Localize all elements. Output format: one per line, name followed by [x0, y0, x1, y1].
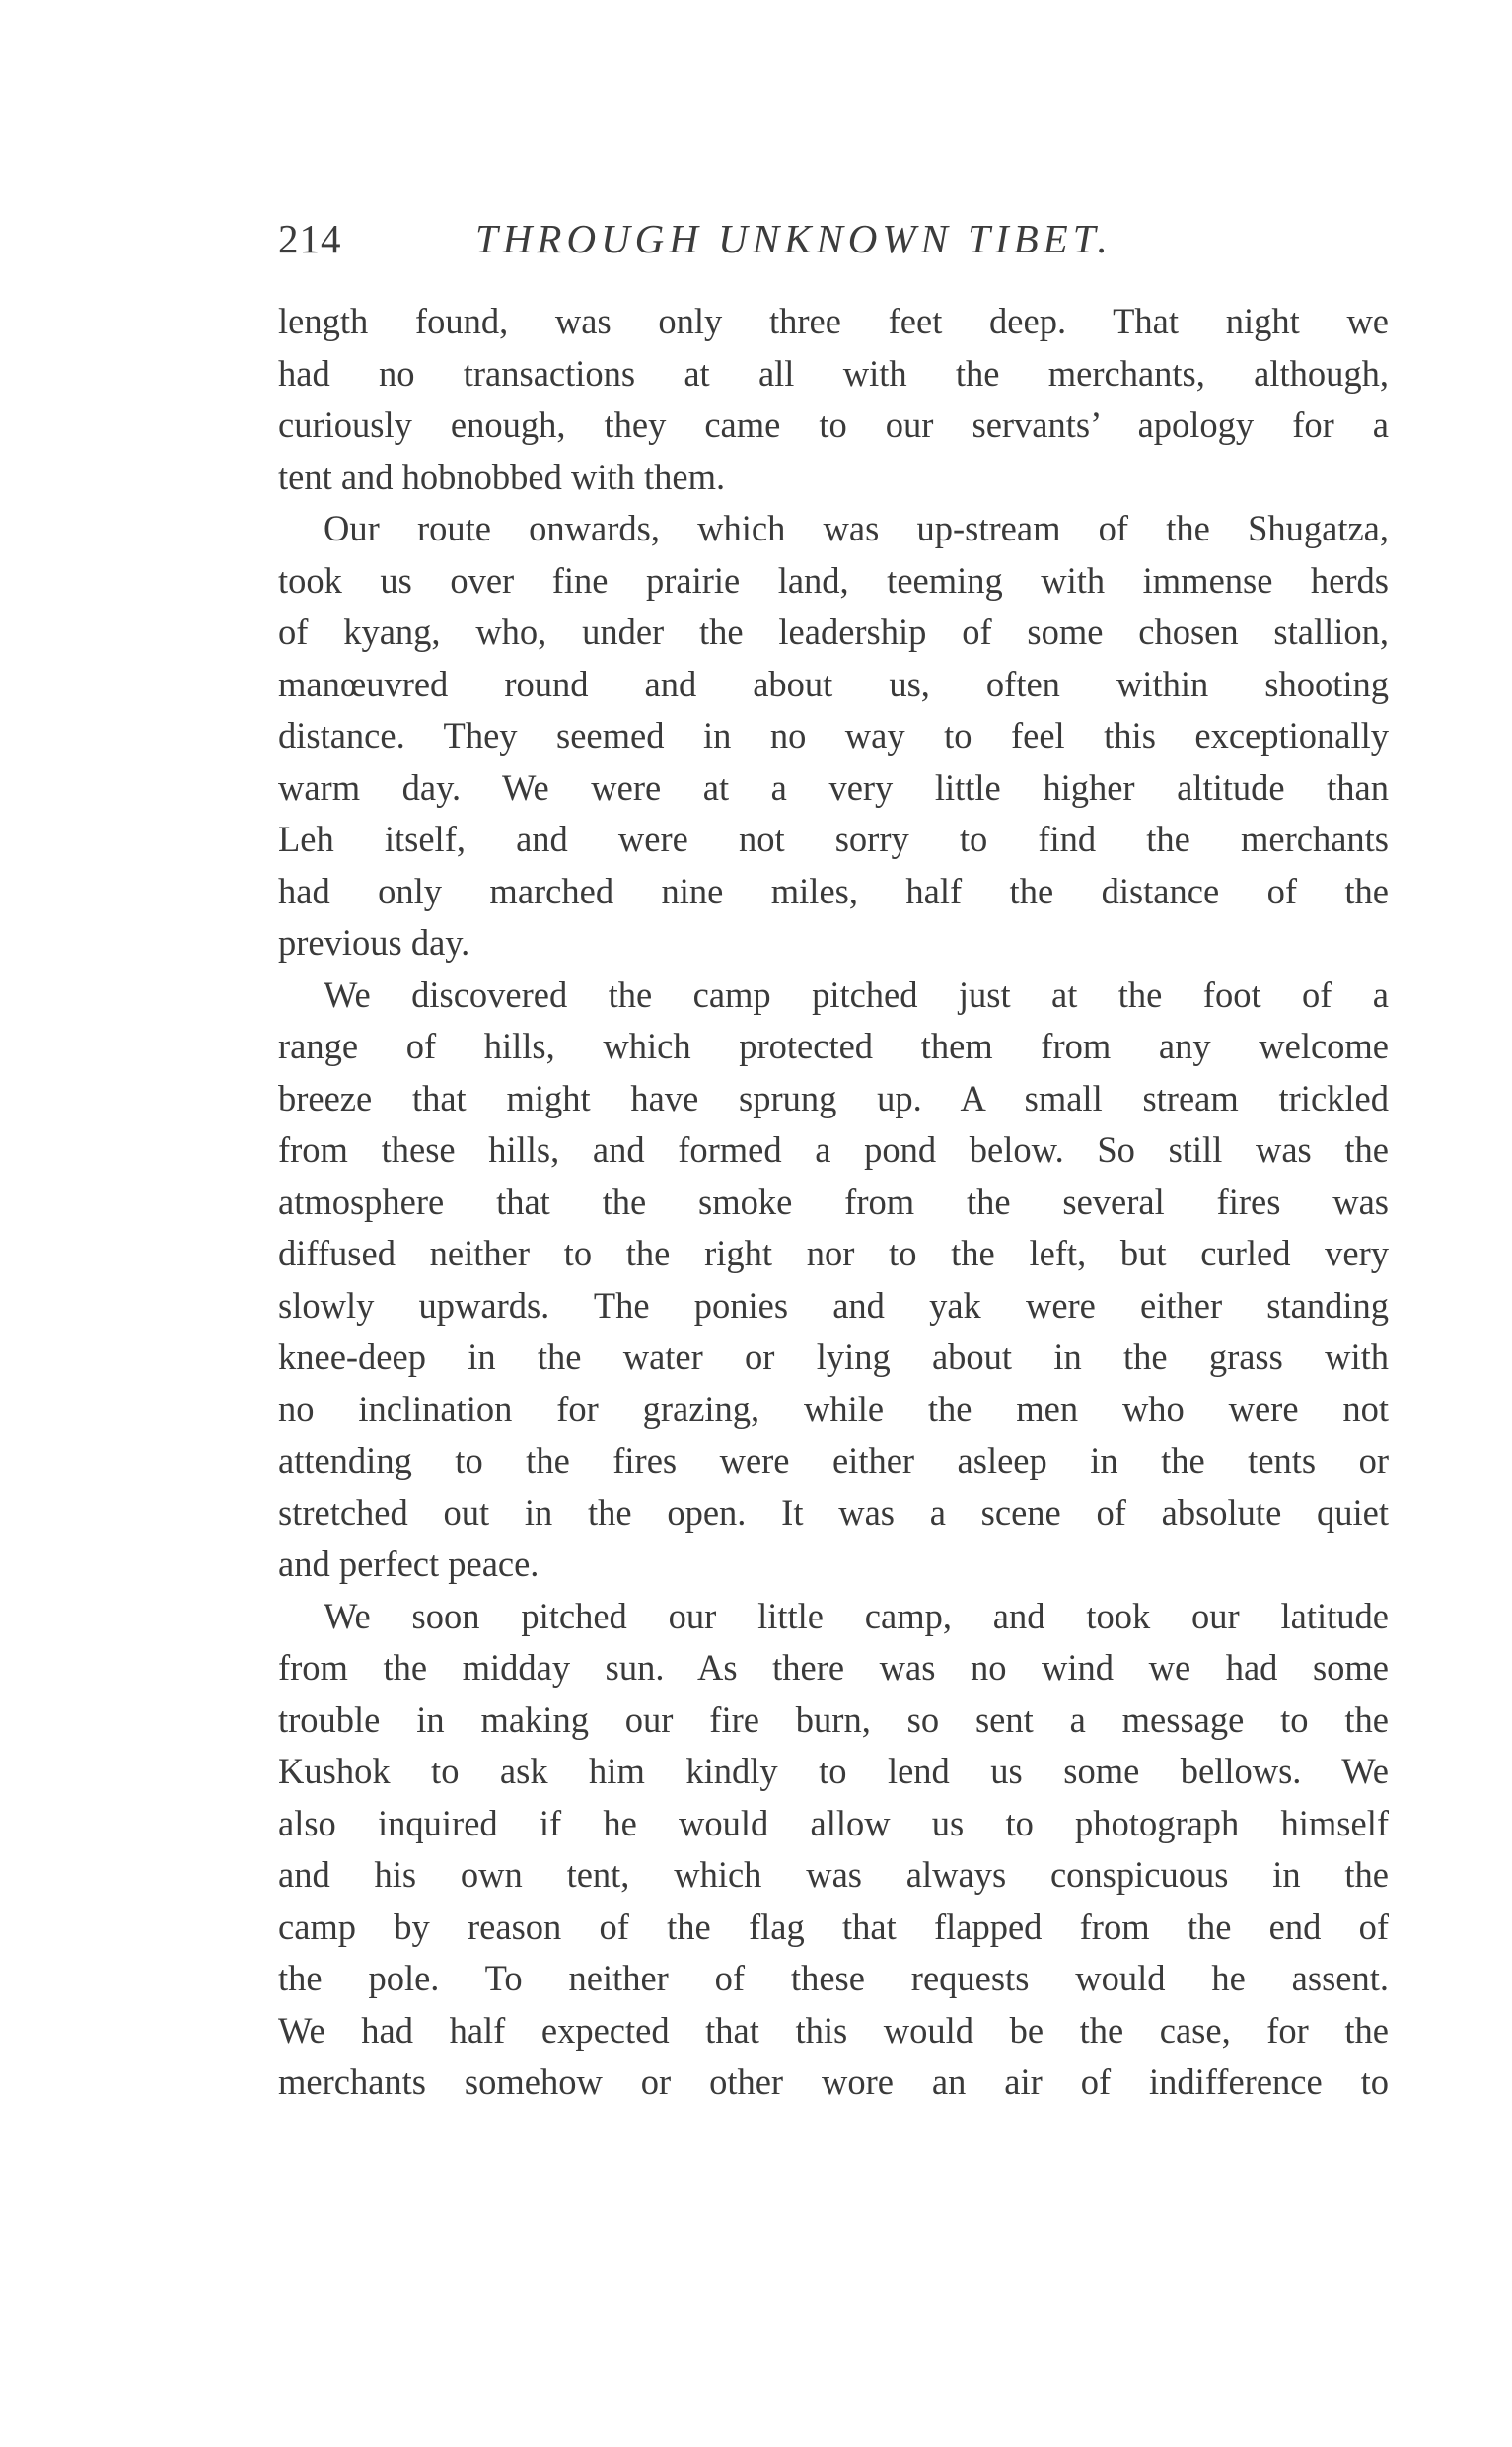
paragraph-first-line: We soon pitched our little camp, and took our latitude: [324, 1595, 1389, 1636]
text-line: diffused neither to the right nor to the left, but curled very: [278, 1233, 1389, 1273]
text-line: of kyang, who, under the leadership of some chosen stallion,: [278, 612, 1389, 652]
text-line: manœuvred round and about us, often within shooting: [278, 663, 1389, 704]
text-line: from these hills, and formed a pond below. So still was the: [278, 1129, 1389, 1170]
text-line: attending to the fires were either asleep in the tents or: [278, 1440, 1389, 1480]
text-line: atmosphere that the smoke from the several fires was: [278, 1181, 1389, 1222]
text-line: also inquired if he would allow us to photograph himself: [278, 1802, 1389, 1843]
text-line: camp by reason of the flag that flapped from the end of: [278, 1906, 1389, 1947]
text-line: knee-deep in the water or lying about in the grass with: [278, 1336, 1389, 1377]
text-line: from the midday sun. As there was no wind we had some: [278, 1647, 1389, 1688]
text-line: distance. They seemed in no way to feel this exceptionally: [278, 715, 1389, 756]
text-line: took us over fine prairie land, teeming with immense herds: [278, 559, 1389, 601]
text-line: length found, was only three feet deep. That night we: [278, 301, 1389, 341]
text-line: range of hills, which protected them from any welcome: [278, 1026, 1389, 1066]
text-line: had only marched nine miles, half the distance of the: [278, 870, 1389, 911]
text-line: no inclination for grazing, while the men who were not: [278, 1388, 1389, 1429]
paragraph-first-line: Our route onwards, which was up-stream of the Shugatza,: [324, 508, 1389, 548]
body-text: [278, 296, 1389, 2109]
text-line: slowly upwards. The ponies and yak were either standing: [278, 1284, 1389, 1326]
text-line: warm day. We were at a very little higher altitude than: [278, 766, 1389, 808]
text-line: We had half expected that this would be the case, for the: [278, 2009, 1389, 2051]
text-line: and his own tent, which was always conspicuous in the: [278, 1854, 1389, 1895]
text-line: stretched out in the open. It was a scene of absolute quiet: [278, 1491, 1389, 1533]
text-line: had no transactions at all with the merchants, although,: [278, 352, 1389, 394]
text-line: and perfect peace.: [278, 1544, 540, 1584]
text-line: merchants somehow or other wore an air of indifference to: [278, 2061, 1389, 2102]
text-line: breeze that might have sprung up. A small stream trickled: [278, 1077, 1389, 1118]
text-line: previous day.: [278, 922, 470, 963]
paragraph-first-line: We discovered the camp pitched just at the foot of a: [324, 973, 1389, 1015]
text-line: Leh itself, and were not sorry to find the merchants: [278, 819, 1389, 859]
text-line: trouble in making our fire burn, so sent a message to the: [278, 1698, 1389, 1740]
text-line: curiously enough, they came to our servants’ apology for a: [278, 404, 1389, 445]
text-line: tent and hobnobbed with them.: [278, 456, 726, 497]
page-number: 214: [278, 216, 342, 261]
text-line: Kushok to ask him kindly to lend us some bellows. We: [278, 1751, 1389, 1791]
running-head: [278, 215, 1205, 264]
text-line: the pole. To neither of these requests would he assent.: [278, 1958, 1389, 1998]
running-title: THROUGH UNKNOWN TIBET.: [475, 216, 1113, 261]
